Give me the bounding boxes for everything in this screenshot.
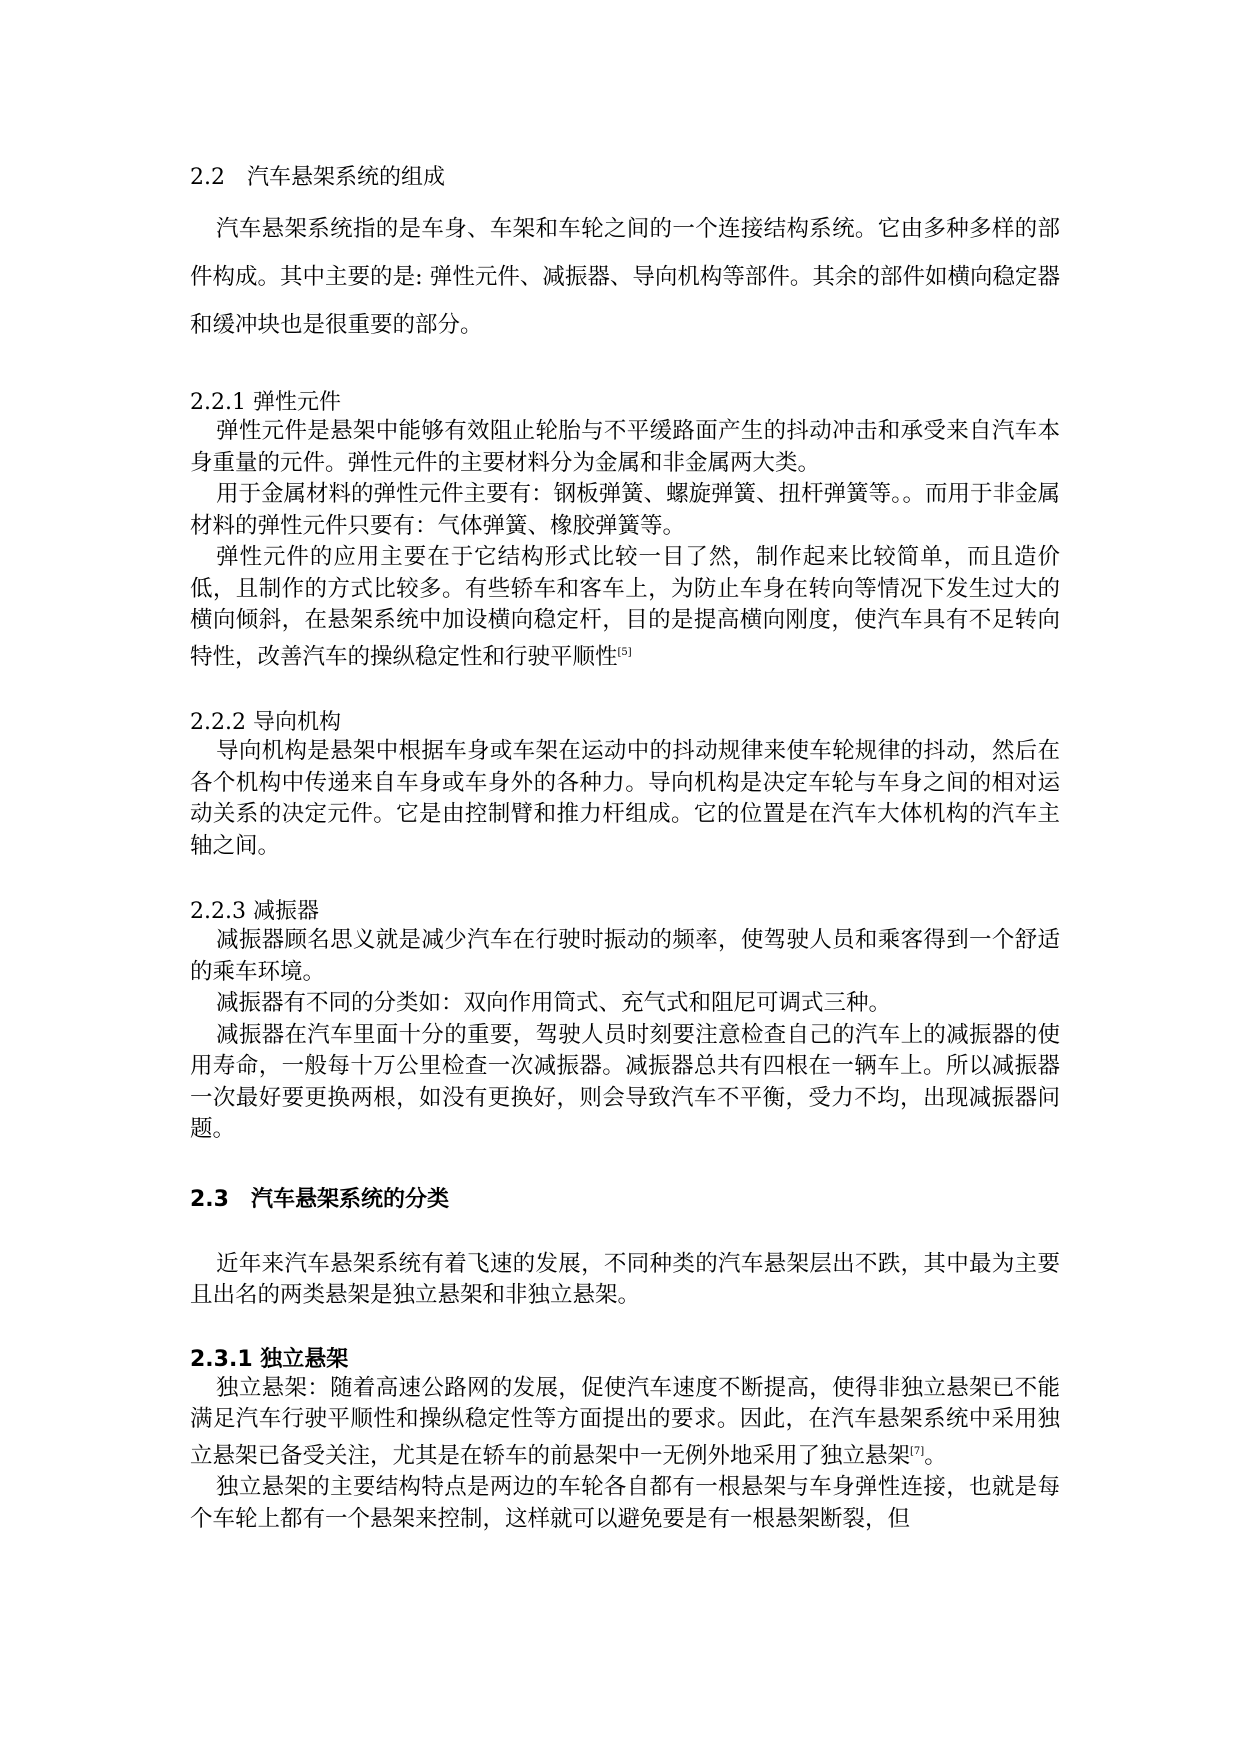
section-2-2-1-paragraph-1: 弹性元件是悬架中能够有效阻止轮胎与不平缓路面产生的抖动冲击和承受来自汽车本身重量的元件。弹性元件的主要材料分为金属和非金属两大类。 — [190, 418, 1060, 476]
section-2-2-paragraph: 汽车悬架系统指的是车身、车架和车轮之间的一个连接结构系统。它由多种多样的部件构成。其中主要的是: 弹性元件、减振器、导向机构等部件。其余的部件如横向稳定器和缓冲块也是很重要的部分。 — [190, 216, 1061, 338]
section-2-2-3-paragraph-2: 减振器有不同的分类如：双向作用筒式、充气式和阻尼可调式三种。 — [216, 990, 892, 1016]
section-2-2-2-heading: 2.2.2 导向机构 — [190, 710, 341, 735]
paragraph-text: 弹性元件的应用主要在于它结构形式比较一目了然，制作起来比较简单，而且造价低，且制作的方式比较多。有些轿车和客车上，为防止车身在转向等情况下发生过大的横向倾斜，在悬架系统中加设横向稳定杆，目的是提高横向刚度，使汽车具有不足转向特性，改善汽车的操纵稳定性和行驶平顺性 — [190, 544, 1060, 670]
section-2-2-3-paragraph-3: 减振器在汽车里面十分的重要，驾驶人员时刻要注意检查自己的汽车上的减振器的使用寿命，一般每十万公里检查一次减振器。减振器总共有四根在一辆车上。所以减振器一次最好要更换两根，如没有更换好，则会导致汽车不平衡，受力不均，出现减振器问题。 — [190, 1021, 1060, 1142]
section-2-2-2-paragraph: 导向机构是悬架中根据车身或车架在运动中的抖动规律来使车轮规律的抖动，然后在各个机构中传递来自车身或车身外的各种力。导向机构是决定车轮与车身之间的相对运动关系的决定元件。它是由控制臂和推力杆组成。它的位置是在汽车大体机构的汽车主轴之间。 — [190, 738, 1060, 859]
section-2-2-3-paragraph-1: 减振器顾名思义就是减少汽车在行驶时振动的频率，使驾驶人员和乘客得到一个舒适的乘车环境。 — [190, 927, 1060, 985]
paragraph-end: 。 — [924, 1442, 947, 1469]
section-2-3-1-heading: 2.3.1 独立悬架 — [190, 1346, 349, 1372]
citation-ref: [5] — [617, 646, 632, 658]
section-2-2-1-heading: 2.2.1 弹性元件 — [190, 390, 341, 415]
document-body — [190, 160, 1060, 1535]
section-2-2-1-paragraph-3 — [190, 542, 1060, 673]
section-2-3-1-paragraph-2: 独立悬架的主要结构特点是两边的车轮各自都有一根悬架与车身弹性连接，也就是每个车轮上都有一个悬架来控制，这样就可以避免要是有一根悬架断裂，但 — [190, 1474, 1060, 1532]
section-2-2-heading: 2.2 汽车悬架系统的组成 — [190, 165, 445, 190]
section-2-2-1-paragraph-2: 用于金属材料的弹性元件主要有：钢板弹簧、螺旋弹簧、扭杆弹簧等。。而用于非金属材料的弹性元件只要有：气体弹簧、橡胶弹簧等。 — [190, 481, 1060, 539]
section-2-3-1-paragraph-1 — [190, 1373, 1060, 1473]
citation-ref: [7] — [910, 1445, 925, 1457]
section-2-3-paragraph: 近年来汽车悬架系统有着飞速的发展，不同种类的汽车悬架层出不跌，其中最为主要且出名的两类悬架是独立悬架和非独立悬架。 — [190, 1250, 1060, 1308]
section-2-3-heading: 2.3 汽车悬架系统的分类 — [190, 1186, 449, 1212]
section-2-2-3-heading: 2.2.3 减振器 — [190, 899, 319, 924]
paragraph-text: 独立悬架：随着高速公路网的发展，促使汽车速度不断提高，使得非独立悬架已不能满足汽车行驶平顺性和操纵稳定性等方面提出的要求。因此，在汽车悬架系统中采用独立悬架已备受关注，尤其是在轿车的前悬架中一无例外地采用了独立悬架 — [190, 1374, 1060, 1469]
